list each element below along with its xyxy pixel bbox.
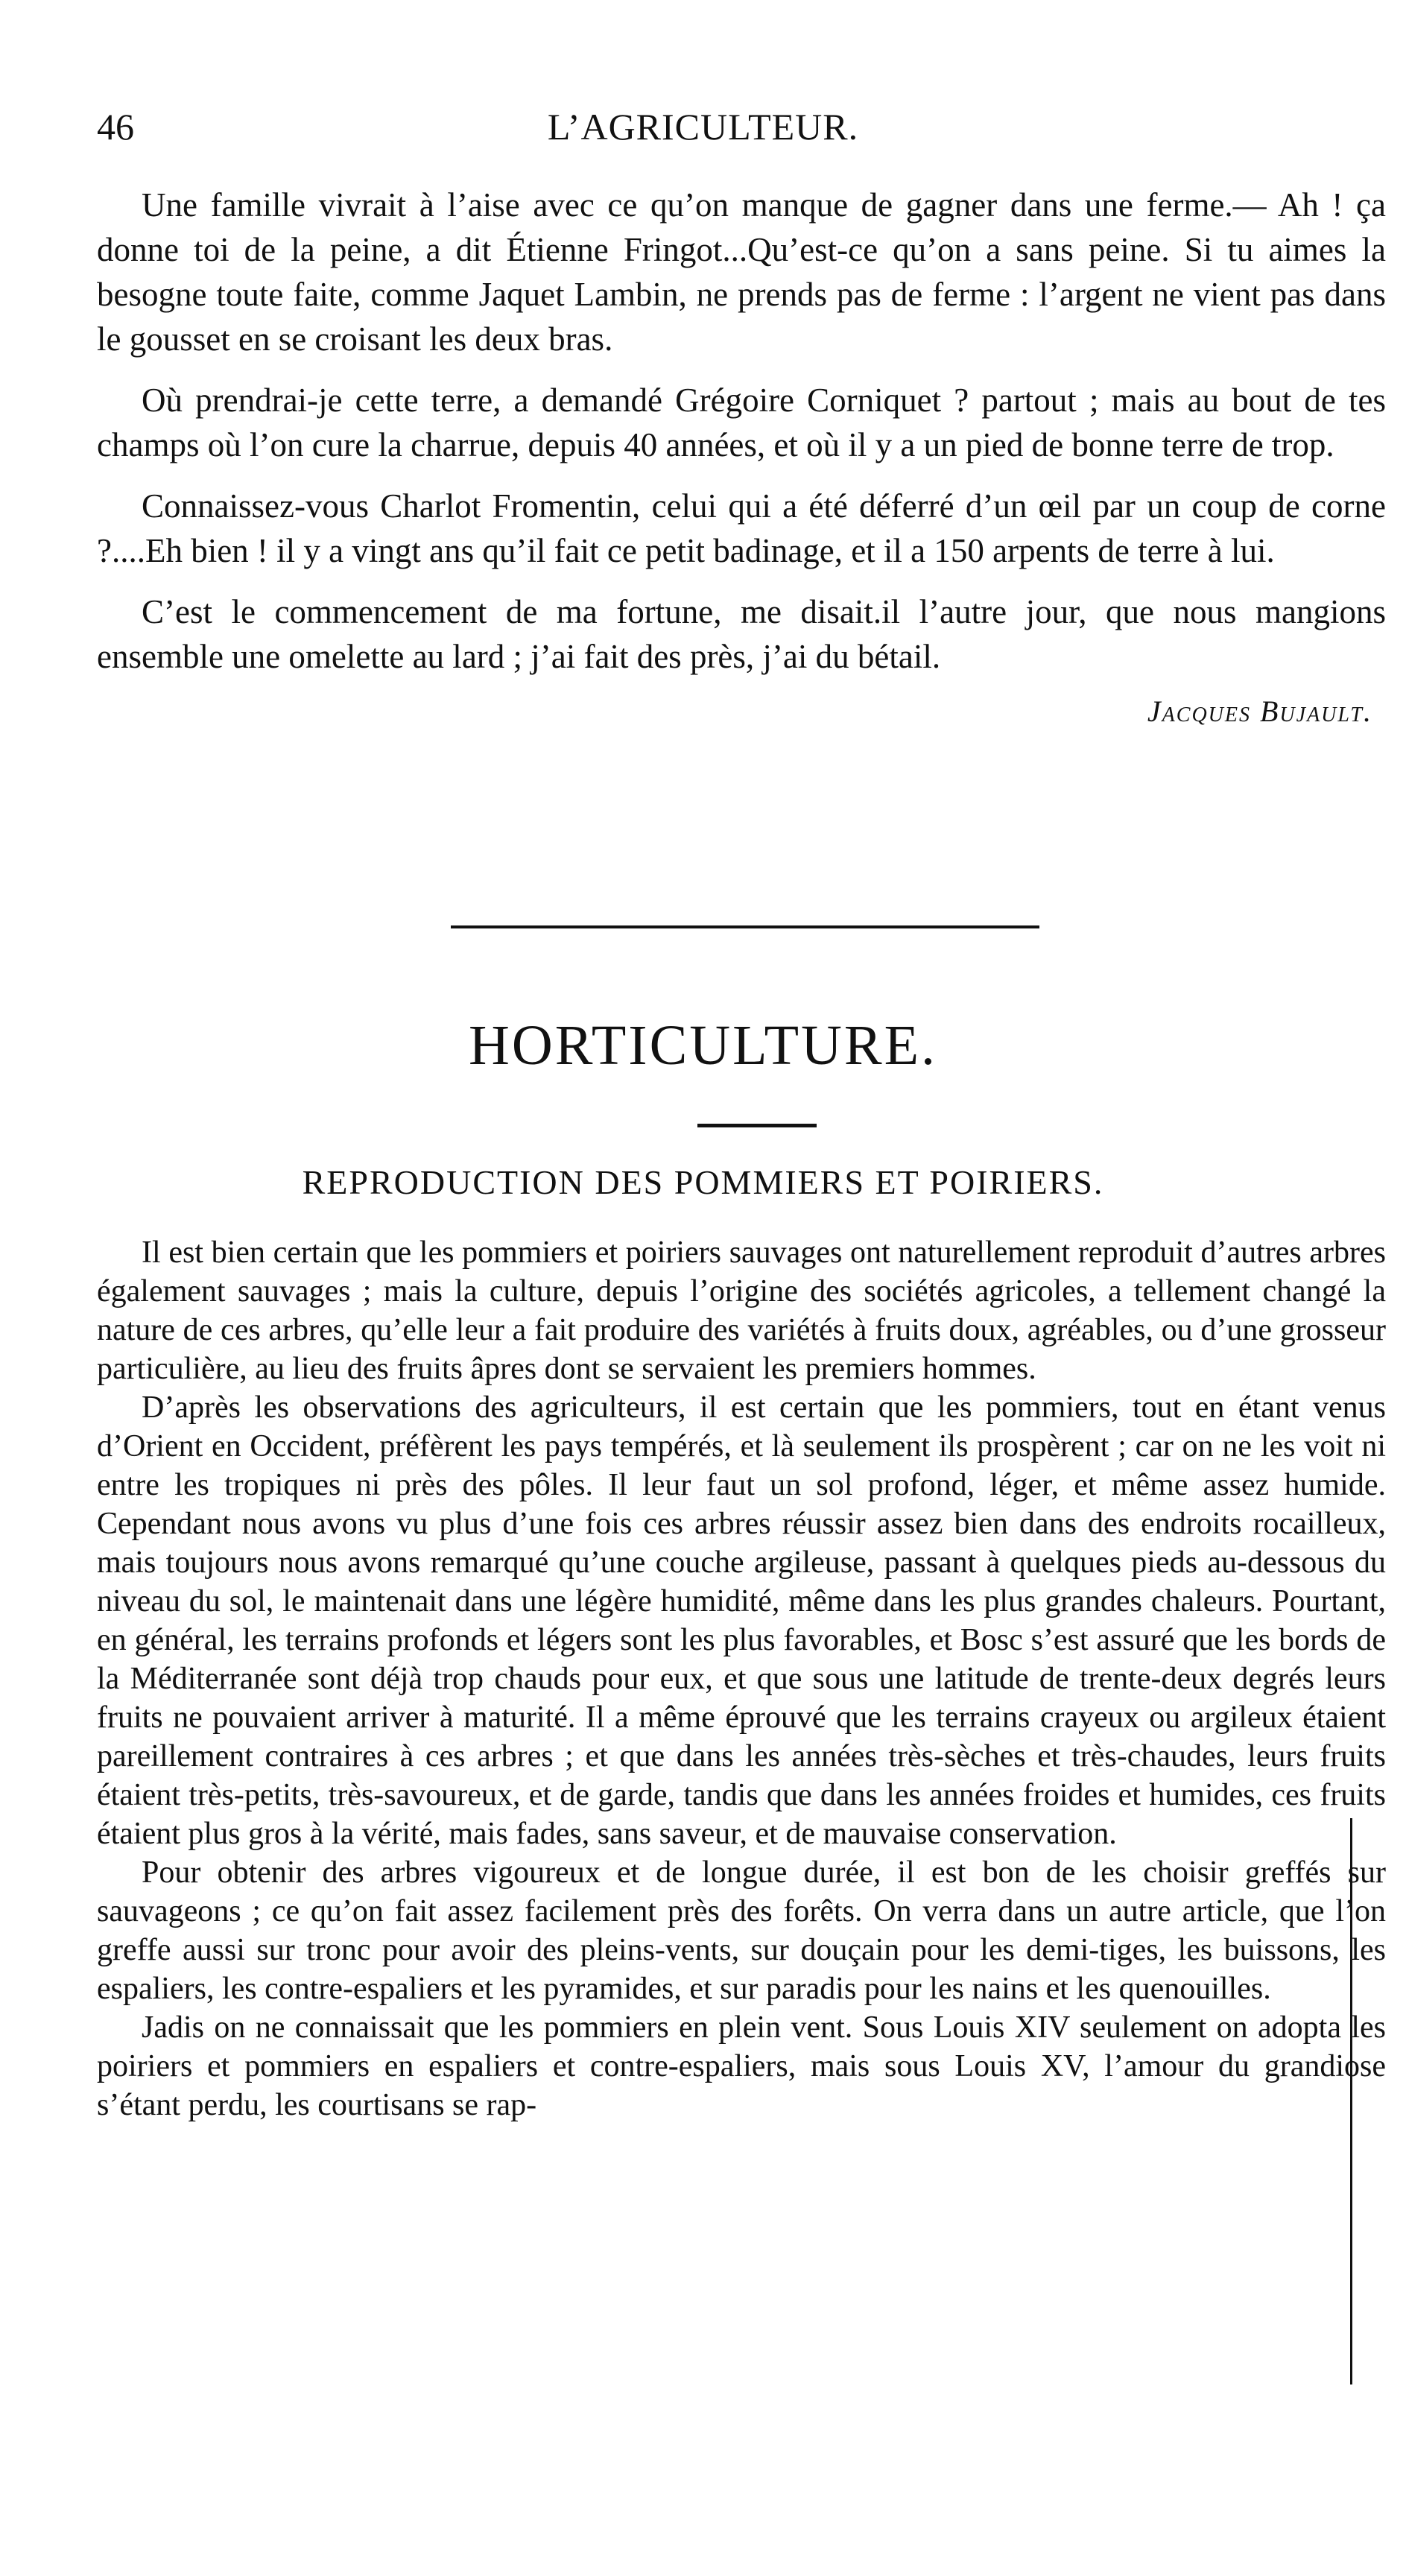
article-title: REPRODUCTION DES POMMIERS ET POIRIERS.: [302, 1163, 1104, 1201]
paragraph: Une famille vivrait à l’aise avec ce qu’on manque de gagner dans une ferme.— Ah ! ça donne toi de la peine, a dit Étienne Fringot...Qu’est-ce qu’on a sans peine. Si tu aimes la besogne toute faite, comme Jaquet Lambin, ne prends pas de ferme : l’argent ne vient pas dans le gousset en se croisant les deux bras.: [97, 186, 1386, 358]
article-body: [97, 1233, 1386, 2124]
paragraph: Pour obtenir des arbres vigoureux et de longue durée, il est bon de les choisir greffés sur sauvageons ; ce qu’on fait assez facilement près des forêts. On verra dans un autre article, que l’on greffe aussi sur tronc pour avoir des pleins-vents, sur douçain pour les demi-tiges, les buissons, les espaliers, les contre-espaliers et les pyramides, et sur paradis pour les nains et les quenouilles.: [97, 1855, 1386, 2006]
title-rule: [697, 1124, 817, 1127]
page-number: 46: [97, 106, 134, 148]
section-divider: [451, 925, 1039, 928]
paragraph: Connaissez-vous Charlot Fromentin, celui qui a été déferré d’un œil par un coup de corne ?....Eh bien ! il y a vingt ans qu’il fait ce petit badinage, et il a 150 arpents de terre à lui.: [97, 487, 1386, 569]
paragraph: Où prendrai-je cette terre, a demandé Grégoire Corniquet ? partout ; mais au bout de tes champs où l’on cure la charrue, depuis 40 années, et où il y a un pied de bonne terre de trop.: [97, 382, 1386, 463]
paragraph: C’est le commencement de ma fortune, me disait.il l’autre jour, que nous mangions ensemble une omelette au lard ; j’ai fait des près, j’ai du bétail.: [97, 593, 1386, 675]
paragraph: Jadis on ne connaissait que les pommiers en plein vent. Sous Louis XIV seulement on adopta les poiriers et pommiers en espaliers et contre-espaliers, mais sous Louis XV, l’amour du grandiose s’étant perdu, les courtisans se rap-: [97, 2010, 1386, 2122]
running-head: L’AGRICULTEUR.: [547, 106, 859, 148]
margin-line: [1350, 1818, 1352, 2384]
paragraph: D’après les observations des agriculteurs, il est certain que les pommiers, tout en étant venus d’Orient en Occident, préfèrent les pays tempérés, et là seulement ils prospèrent ; car on ne les voit ni entre les tropiques ni près des pôles. Il leur faut un sol profond, léger, et même assez humide. Cependant nous avons vu plus d’une fois ces arbres réussir assez bien dans des endroits rocailleux, mais toujours nous avons remarqué qu’une couche argileuse, passant à quelques pieds au-dessous du niveau du sol, le maintenait dans une légère humidité, même dans les plus grandes chaleurs. Pourtant, en général, les terrains profonds et légers sont les plus favorables, et Bosc s’est assuré que les bords de la Méditerranée sont déjà trop chauds pour eux, et que sous une latitude de trente-deux degrés leurs fruits ne pouvaient arriver à maturité. Il a même éprouvé que les terrains crayeux ou argileux étaient pareillement contraires à ces arbres ; et que dans les années très-sèches et très-chaudes, leurs fruits étaient très-petits, très-savoureux, et de garde, tandis que dans les années froides et humides, ces fruits étaient plus gros à la vérité, mais fades, sans saveur, et de mauvaise conservation.: [97, 1390, 1386, 1851]
section-title: HORTICULTURE.: [468, 1014, 938, 1077]
paragraph: Il est bien certain que les pommiers et poiriers sauvages ont naturellement reproduit d’autres arbres également sauvages ; mais la culture, depuis l’origine des sociétés agricoles, a tellement changé la nature de ces arbres, qu’elle leur a fait produire des variétés à fruits doux, agréables, ou d’une grosseur particulière, au lieu des fruits âpres dont se servaient les premiers hommes.: [97, 1235, 1386, 1386]
upper-article: [97, 183, 1386, 734]
author-signature: Jacques Bujault.: [1147, 694, 1372, 728]
